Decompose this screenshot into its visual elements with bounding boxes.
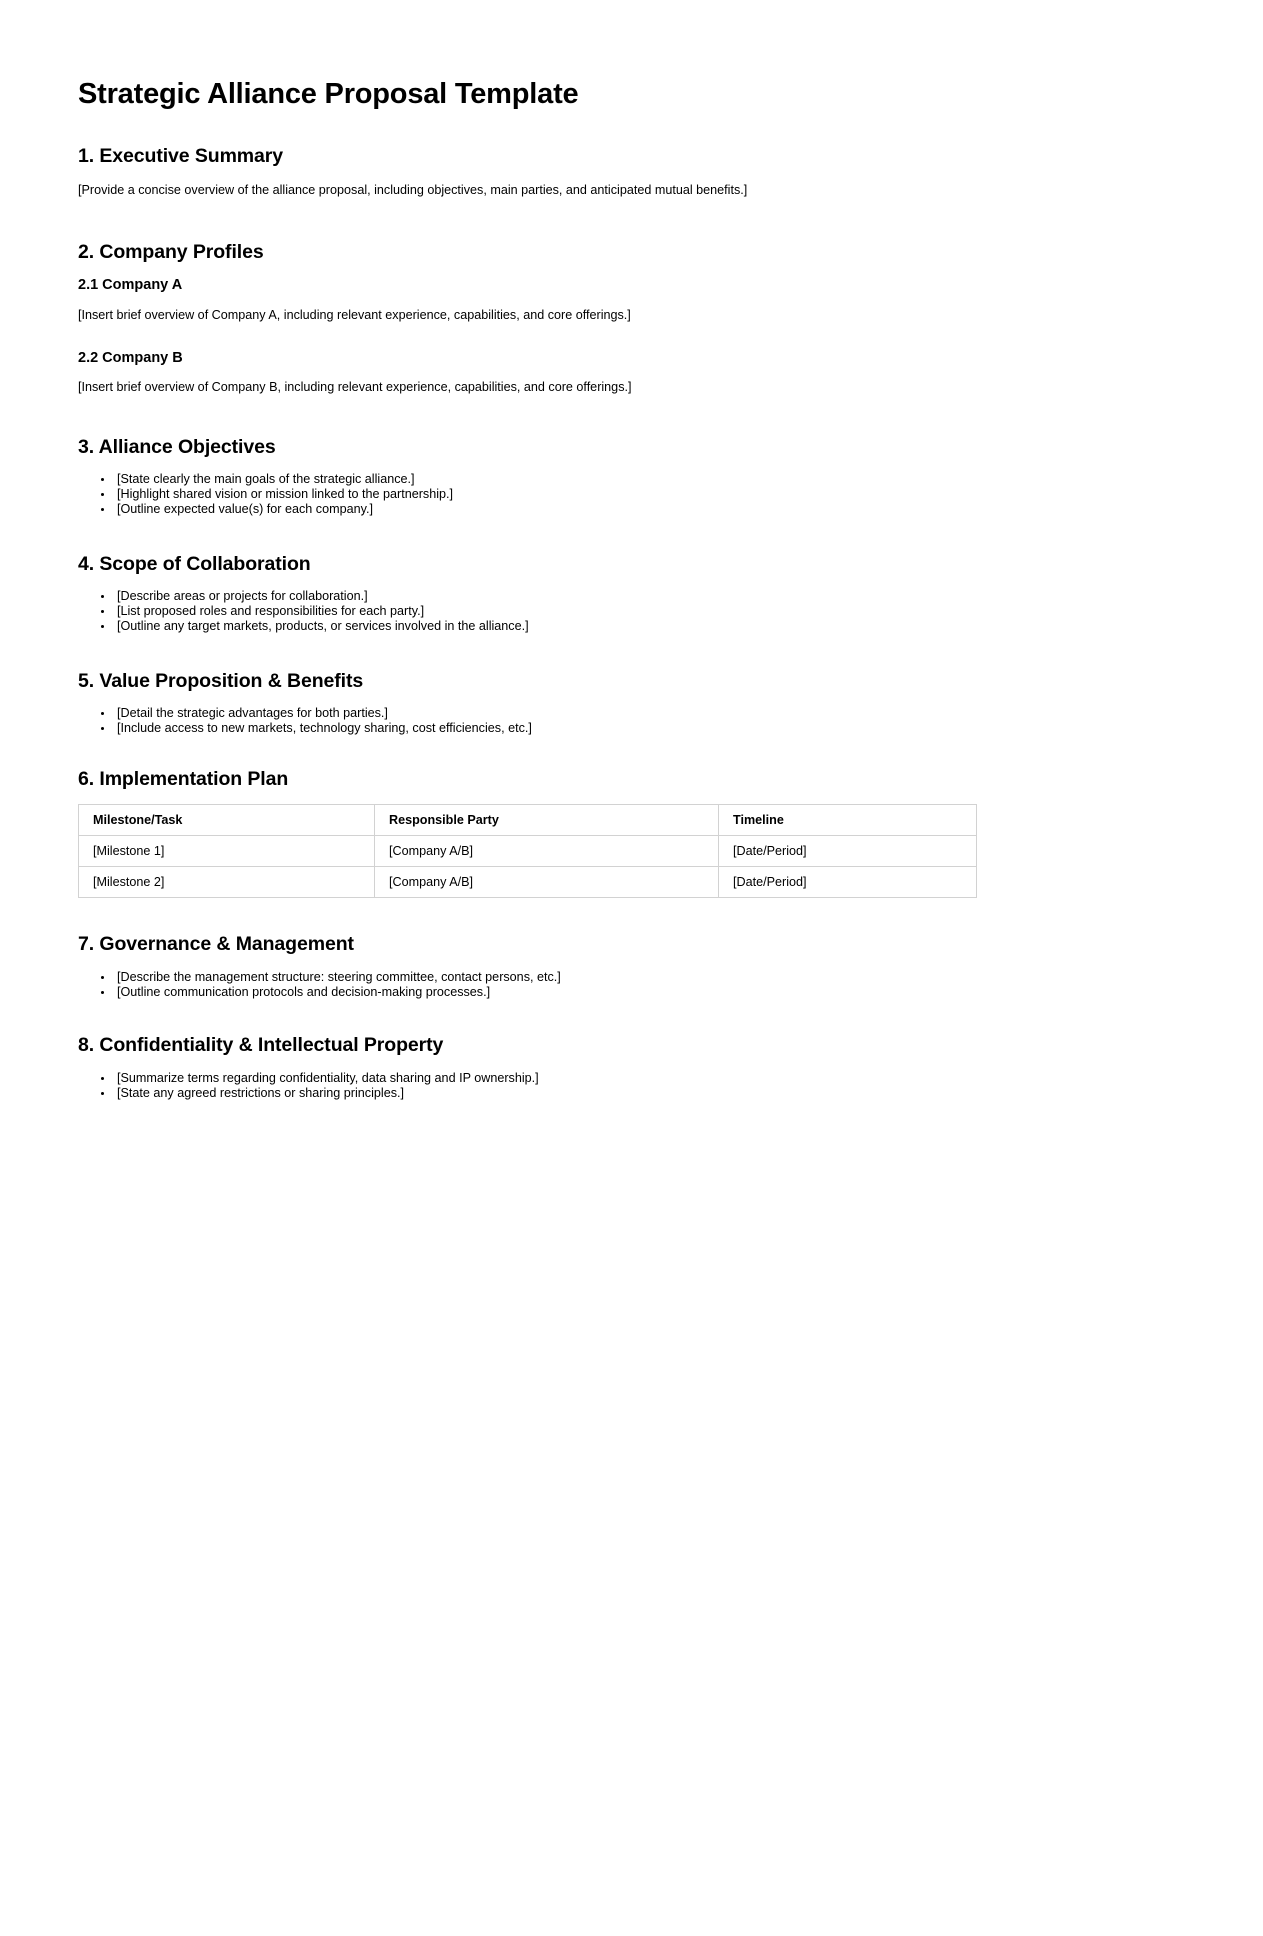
bullet-list-scope-of-collaboration	[78, 589, 980, 634]
bullet-list-governance-management	[78, 970, 980, 1000]
section-implementation-plan	[78, 768, 980, 898]
section-alliance-objectives	[78, 436, 980, 517]
table-cell-milestone: [Milestone 2]	[79, 867, 375, 898]
bullet-list-value-proposition	[78, 706, 980, 736]
list-item: [Highlight shared vision or mission linked to the partnership.]	[100, 487, 980, 502]
bullet-list-alliance-objectives	[78, 472, 980, 517]
table-header-cell-timeline: Timeline	[719, 805, 977, 836]
subsection-body-company-a: [Insert brief overview of Company A, including relevant experience, capabilities, and core offerings.]	[78, 307, 631, 322]
table-cell-responsible-party: [Company A/B]	[375, 836, 719, 867]
list-item: [Include access to new markets, technology sharing, cost efficiencies, etc.]	[100, 721, 980, 736]
section-governance-management	[78, 933, 980, 999]
section-heading-confidentiality-ip: 8. Confidentiality & Intellectual Property	[78, 1034, 444, 1057]
section-value-proposition	[78, 670, 980, 736]
table-row	[79, 867, 977, 898]
list-item: [Outline any target markets, products, or services involved in the alliance.]	[100, 619, 980, 634]
table-header-row	[79, 805, 977, 836]
list-item: [Describe the management structure: steering committee, contact persons, etc.]	[100, 970, 980, 985]
table-header-cell-responsible-party: Responsible Party	[375, 805, 719, 836]
table-cell-responsible-party: [Company A/B]	[375, 867, 719, 898]
list-item: [Outline communication protocols and decision-making processes.]	[100, 985, 980, 1000]
section-body-executive-summary: [Provide a concise overview of the alliance proposal, including objectives, main parties, and anticipated mutual benefits.]	[78, 182, 748, 197]
section-heading-implementation-plan: 6. Implementation Plan	[78, 767, 289, 790]
section-heading-alliance-objectives: 3. Alliance Objectives	[78, 435, 276, 458]
table-cell-milestone: [Milestone 1]	[79, 836, 375, 867]
section-heading-value-proposition: 5. Value Proposition & Benefits	[78, 669, 364, 692]
subsection-heading-company-b: 2.2 Company B	[78, 349, 183, 366]
subsection-body-company-b: [Insert brief overview of Company B, including relevant experience, capabilities, and core offerings.]	[78, 379, 632, 394]
subsection-company-a	[78, 277, 980, 323]
document-body	[78, 78, 980, 1101]
section-heading-executive-summary: 1. Executive Summary	[78, 145, 284, 168]
table-cell-timeline: [Date/Period]	[719, 867, 977, 898]
section-heading-governance-management: 7. Governance & Management	[78, 933, 354, 956]
subsection-heading-company-a: 2.1 Company A	[78, 277, 183, 294]
list-item: [Summarize terms regarding confidentiality, data sharing and IP ownership.]	[100, 1071, 980, 1086]
list-item: [State any agreed restrictions or sharing principles.]	[100, 1086, 980, 1101]
section-confidentiality-ip	[78, 1034, 980, 1100]
subsection-company-b	[78, 350, 980, 396]
list-item: [Detail the strategic advantages for both parties.]	[100, 706, 980, 721]
section-executive-summary	[78, 145, 980, 198]
bullet-list-confidentiality-ip	[78, 1071, 980, 1101]
section-heading-scope-of-collaboration: 4. Scope of Collaboration	[78, 552, 311, 575]
section-scope-of-collaboration	[78, 553, 980, 634]
list-item: [Describe areas or projects for collaboration.]	[100, 589, 980, 604]
table-header-cell-milestone: Milestone/Task	[79, 805, 375, 836]
list-item: [Outline expected value(s) for each company.]	[100, 502, 980, 517]
section-company-profiles	[78, 241, 980, 396]
list-item: [List proposed roles and responsibilities for each party.]	[100, 604, 980, 619]
section-heading-company-profiles: 2. Company Profiles	[78, 240, 264, 263]
list-item: [State clearly the main goals of the strategic alliance.]	[100, 472, 980, 487]
table-cell-timeline: [Date/Period]	[719, 836, 977, 867]
page-title: Strategic Alliance Proposal Template	[78, 78, 579, 110]
implementation-plan-table	[78, 804, 977, 898]
table-row	[79, 836, 977, 867]
